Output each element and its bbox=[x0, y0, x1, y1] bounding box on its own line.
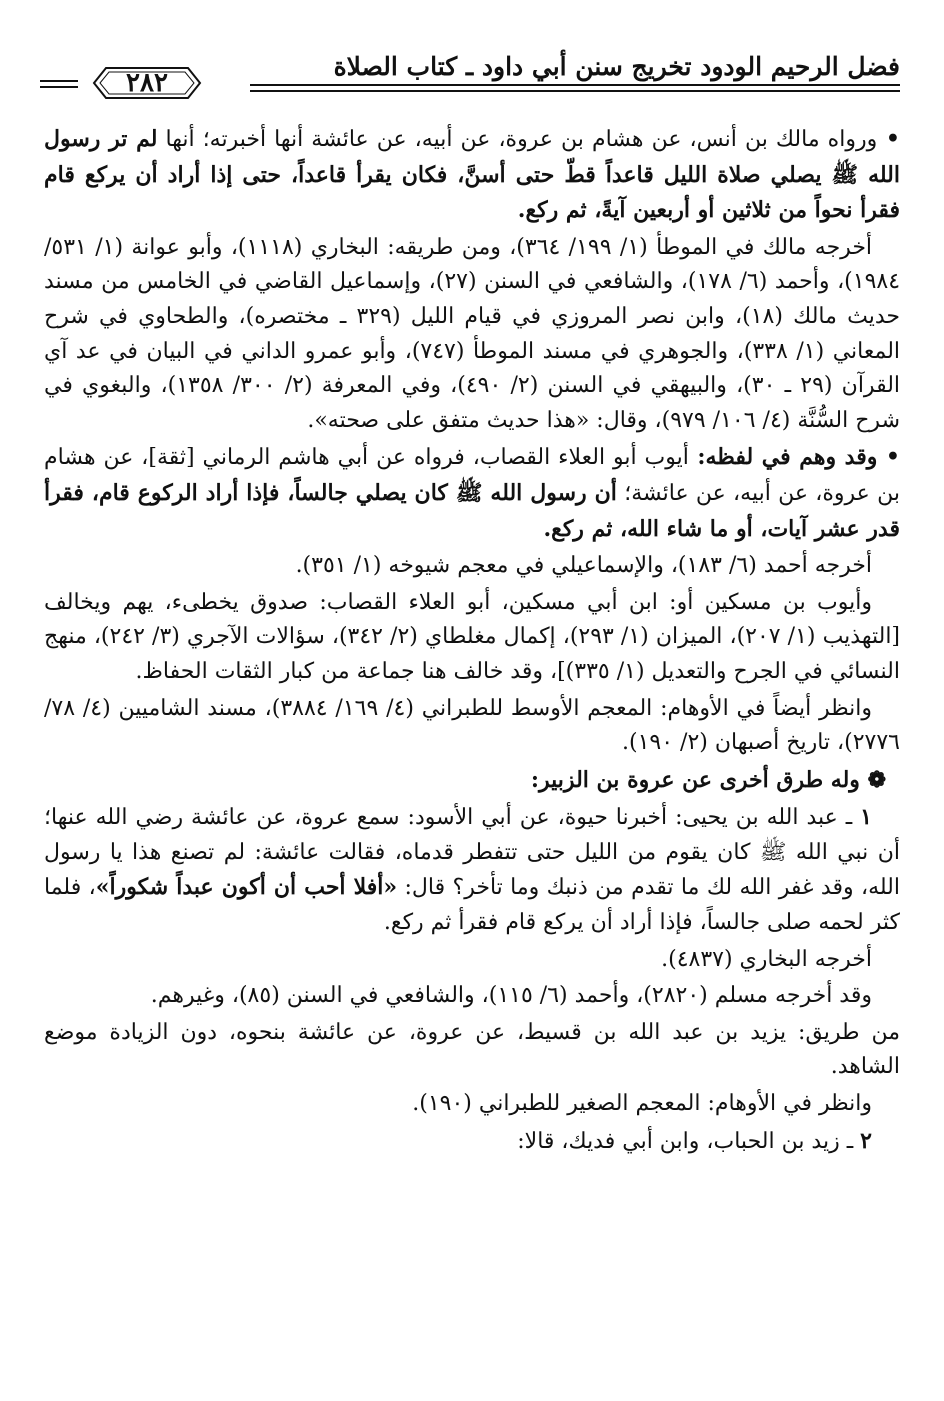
paragraph bbox=[44, 440, 900, 547]
paragraph-text: أيوب أبو العلاء القصاب، فرواه عن أبي هاشم الرماني [ثقة]، عن هشام بن عروة، عن أبيه، عن عائشة؛ bbox=[44, 445, 900, 506]
paragraph bbox=[44, 122, 900, 229]
item-number: ٢ bbox=[860, 1127, 872, 1154]
paragraph-text: ، فلما كثر لحمه صلى جالساً، فإذا أراد أن يركع قام فقرأ ثم ركع. bbox=[44, 875, 900, 936]
bullet: • bbox=[877, 126, 900, 152]
page-number-badge bbox=[92, 64, 202, 102]
header-rule bbox=[250, 84, 900, 86]
paragraph-text: ورواه مالك بن أنس، عن هشام بن عروة، عن أبيه، عن عائشة أنها أخبرته؛ أنها bbox=[157, 127, 878, 152]
paragraph bbox=[44, 231, 900, 439]
paragraph-text: ـ عبد الله بن يحيى: أخبرنا حيوة، عن أبي الأسود: سمع عروة، عن عائشة رضي الله عنها؛ أن نبي الله ﷺ كان يقوم من الليل حتى تتفطر قدماه، فقالت عائشة: لم تصنع هذا يا رسول الله، وقد غفر الله لك ما تقدم من ذنبك وما تأخر؟ قال: bbox=[44, 805, 900, 901]
paragraph-text: وأيوب بن مسكين أو: ابن أبي مسكين، أبو العلاء القصاب: صدوق يخطىء، يهم ويخالف [التهذيب (١/ ٢٠٧)، الميزان (١/ ٢٩٣)، إكمال مغلطاي (٢/ ٣٤٢)، سؤالات الآجري (٣/ ٢٤٢)، منهج النسائي في الجرح والتعديل (١/ ٣٣٥)]، وقد خالف هنا جماعة من كبار الثقات الحفاظ. bbox=[44, 589, 901, 684]
item-number: ١ bbox=[860, 804, 872, 831]
page-number: ٢٨٢ bbox=[126, 68, 168, 98]
header-rule bbox=[250, 90, 900, 92]
paragraph bbox=[44, 1016, 900, 1085]
paragraph-text: وانظر في الأوهام: المعجم الصغير للطبراني (١٩٠). bbox=[412, 1091, 872, 1117]
paragraph-text: أخرجه البخاري (٤٨٣٧). bbox=[661, 946, 872, 972]
header-rule bbox=[40, 86, 78, 88]
running-header bbox=[40, 42, 900, 102]
hadith-text: لم تر رسول الله ﷺ يصلي صلاة الليل قاعداً قطّ حتى أسنَّ، فكان يقرأ قاعداً، حتى إذا أراد أن يركع قام فقرأ نحواً من ثلاثين أو أربعين آيةً، ثم ركع. bbox=[44, 126, 900, 224]
header-rule bbox=[40, 80, 78, 82]
main-text bbox=[44, 122, 900, 1161]
hadith-text: «أفلا أحب أن أكون عبداً شكوراً» bbox=[95, 874, 398, 901]
paragraph-text: من طريق: يزيد بن عبد الله بن قسيط، عن عروة، عن عائشة بنحوه، دون الزيادة موضع الشاهد. bbox=[44, 1019, 900, 1080]
section-lead: • وقد وهم في لفظه: bbox=[688, 444, 900, 471]
section-heading: ❁ وله طرق أخرى عن عروة بن الزبير: bbox=[530, 766, 886, 793]
paragraph bbox=[44, 943, 900, 978]
paragraph bbox=[44, 1087, 900, 1122]
paragraph-text: ـ زيد بن الحباب، وابن أبي فديك، قالا: bbox=[517, 1128, 861, 1154]
paragraph-text: أخرجه مالك في الموطأ (١/ ١٩٩/ ٣٦٤)، ومن طريقه: البخاري (١١١٨)، وأبو عوانة (١/ ٥٣١/ ١٩٨٤)، وأحمد (٦/ ١٧٨)، والشافعي في السنن (٢٧)، وإسماعيل القاضي في الخامس من مسند حديث مالك (١٨)، وابن نصر المروزي في قيام الليل (٣٢٩ ـ مختصره)، والطحاوي في شرح المعاني (١/ ٣٣٨)، والجوهري في مسند الموطأ (٧٤٧)، وأبو عمرو الداني في البيان في عد آي القرآن (٢٩ ـ ٣٠)، والبيهقي في السنن (٢/ ٤٩٠)، وفي المعرفة (٢/ ٣٠٠/ ١٣٥٨)، والبغوي في شرح السُّنَّة (٤/ ١٠٦/ ٩٧٩)، وقال: «هذا حديث متفق على صحته». bbox=[44, 234, 901, 433]
header-title: فضل الرحيم الودود تخريج سنن أبي داود ـ كتاب الصلاة bbox=[333, 52, 900, 81]
hadith-text: أن رسول الله ﷺ كان يصلي جالساً، فإذا أراد الركوع قام، فقرأ قدر عشر آيات، أو ما شاء الله، ثم ركع. bbox=[44, 479, 900, 542]
paragraph bbox=[44, 586, 900, 690]
paragraph bbox=[44, 800, 900, 940]
paragraph bbox=[44, 1124, 900, 1160]
paragraph bbox=[44, 549, 900, 584]
paragraph-text: وقد أخرجه مسلم (٢٨٢٠)، وأحمد (٦/ ١١٥)، والشافعي في السنن (٨٥)، وغيرهم. bbox=[150, 983, 872, 1009]
paragraph bbox=[44, 979, 900, 1014]
paragraph bbox=[44, 763, 900, 799]
paragraph bbox=[44, 692, 900, 761]
paragraph-text: أخرجه أحمد (٦/ ١٨٣)، والإسماعيلي في معجم شيوخه (١/ ٣٥١). bbox=[295, 553, 872, 579]
paragraph-text: وانظر أيضاً في الأوهام: المعجم الأوسط للطبراني (٤/ ١٦٩/ ٣٨٨٤)، مسند الشاميين (٤/ ٧٨/ ٢٧٧٦)، تاريخ أصبهان (٢/ ١٩٠). bbox=[44, 695, 900, 756]
